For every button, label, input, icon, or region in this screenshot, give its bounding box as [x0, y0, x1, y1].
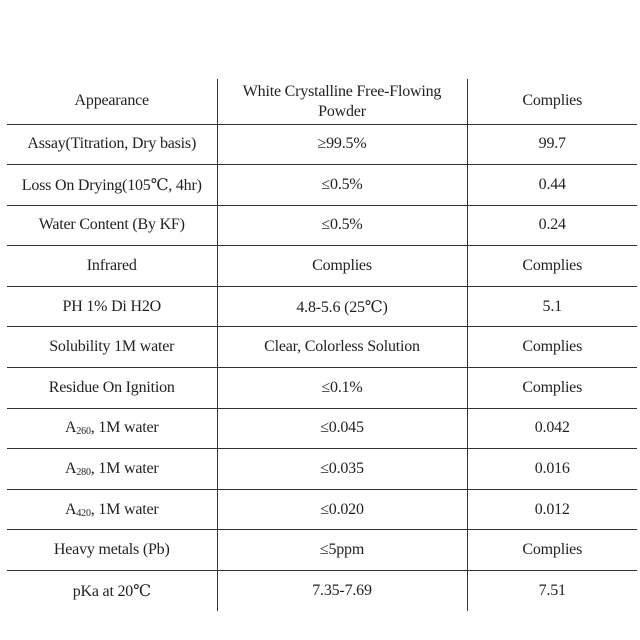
test-name-subscript: 280: [76, 467, 91, 479]
test-name-cell: Residue On Ignition: [7, 368, 217, 409]
test-name-cell: PH 1% Di H2O: [7, 286, 217, 327]
result-cell: Complies: [467, 327, 637, 368]
result-cell: 0.016: [467, 449, 637, 490]
requirement-cell: Clear, Colorless Solution: [217, 327, 467, 368]
requirement-cell: 4.8-5.6 (25℃): [217, 286, 467, 327]
requirement-cell: ≤5ppm: [217, 530, 467, 571]
test-name-cell: Water Content (By KF): [7, 205, 217, 246]
table-row: [7, 165, 637, 206]
test-name-cell: Assay(Titration, Dry basis): [7, 124, 217, 165]
table-row: [7, 79, 637, 124]
result-cell: Complies: [467, 530, 637, 571]
requirement-cell: Complies: [217, 246, 467, 287]
test-name-tail: , 1M water: [90, 460, 159, 478]
test-name-cell: Loss On Drying(105℃, 4hr): [7, 165, 217, 206]
table-row: [7, 286, 637, 327]
test-name-cell: Heavy metals (Pb): [7, 530, 217, 571]
requirement-cell: ≤0.020: [217, 489, 467, 530]
test-name-cell: pKa at 20℃: [72, 583, 151, 601]
table-row: [7, 368, 637, 409]
result-cell: 0.24: [467, 205, 637, 246]
result-cell: 5.1: [467, 286, 637, 327]
result-cell: 7.51: [467, 571, 637, 612]
result-cell: Complies: [467, 79, 637, 124]
requirement-cell: ≤0.035: [217, 449, 467, 490]
requirement-cell: White Crystalline Free-Flowing Powder: [217, 79, 467, 124]
test-name-cell: Infrared: [7, 246, 217, 287]
test-name-cell: [7, 489, 217, 530]
result-cell: 0.012: [467, 489, 637, 530]
table-row: [7, 327, 637, 368]
requirement-cell: ≥99.5%: [217, 124, 467, 165]
test-name-base: A: [64, 500, 77, 518]
test-name-base: A: [64, 460, 77, 478]
test-name-tail: , 1M water: [90, 419, 159, 437]
test-name-cell: [7, 408, 217, 449]
table-row: [7, 246, 637, 287]
test-name-subscript: 420: [76, 507, 91, 519]
result-cell: Complies: [467, 246, 637, 287]
result-cell: 0.042: [467, 408, 637, 449]
table-row: [7, 124, 637, 165]
test-name-base: A: [64, 419, 77, 437]
test-name-cell: [7, 449, 217, 490]
requirement-cell: ≤0.5%: [217, 205, 467, 246]
result-cell: 99.7: [467, 124, 637, 165]
table-row: [7, 530, 637, 571]
requirement-cell: 7.35-7.69: [217, 571, 467, 612]
requirement-cell: ≤0.1%: [217, 368, 467, 409]
test-name-subscript: 260: [76, 426, 91, 438]
table-row: [7, 571, 637, 612]
table-row: [7, 408, 637, 449]
requirement-cell: ≤0.045: [217, 408, 467, 449]
result-cell: Complies: [467, 368, 637, 409]
table-row: [7, 205, 637, 246]
table-row: [7, 489, 637, 530]
test-name-cell: Appearance: [7, 79, 217, 124]
result-cell: 0.44: [467, 165, 637, 206]
test-name-tail: , 1M water: [90, 500, 159, 518]
table-row: [7, 449, 637, 490]
requirement-cell: ≤0.5%: [217, 165, 467, 206]
specification-table: [7, 79, 637, 611]
test-name-cell: Solubility 1M water: [7, 327, 217, 368]
